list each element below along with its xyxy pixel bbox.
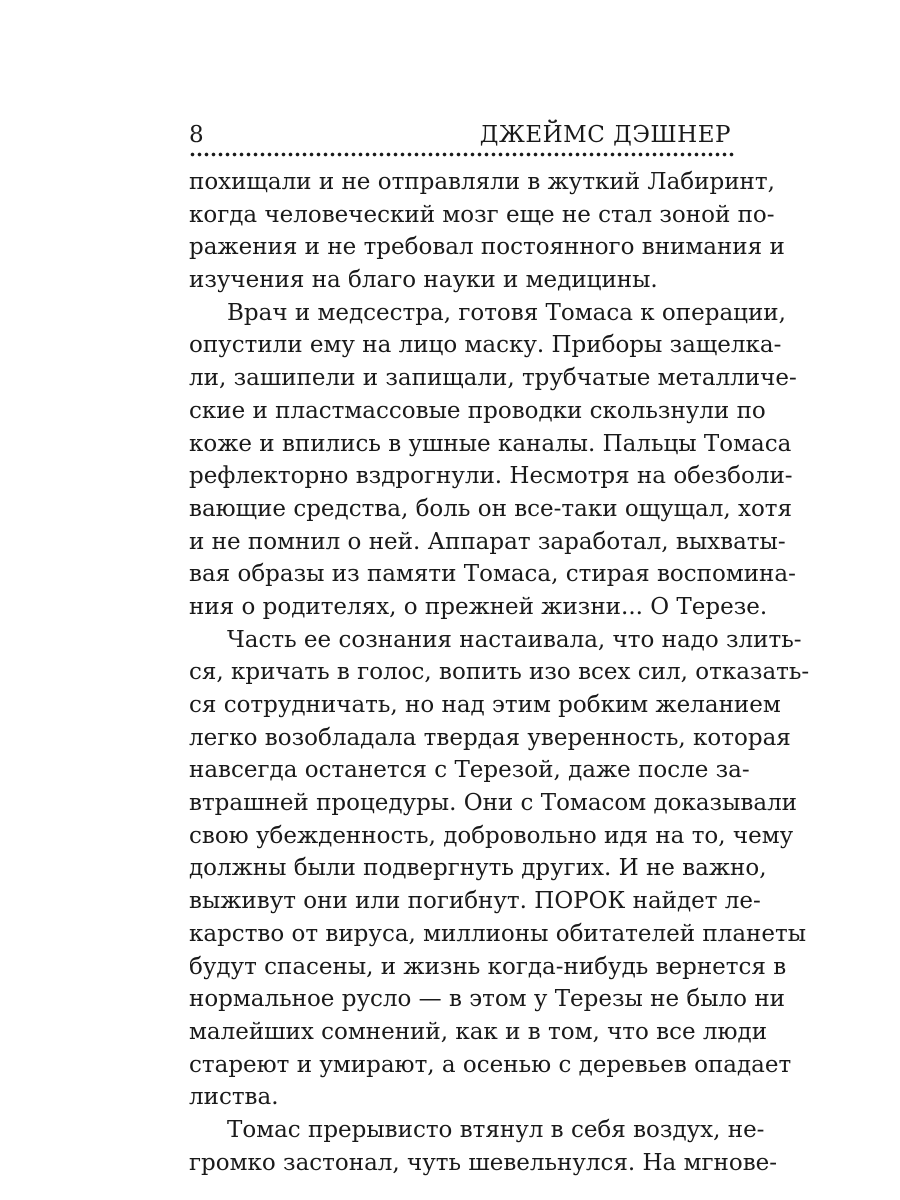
- text-line: громко застонал, чуть шевельнулся. На мгнове-: [189, 1149, 778, 1176]
- text-line: свою убежденность, добровольно идя на то, чему: [189, 822, 794, 849]
- text-line: вающие средства, боль он все-таки ощущал, хотя: [189, 495, 793, 522]
- text-line: изучения на благо науки и медицины.: [189, 267, 658, 294]
- text-line: опустили ему на лицо маску. Приборы защелка-: [189, 332, 782, 359]
- text-line: легко возобладала твердая уверенность, которая: [189, 724, 791, 751]
- text-line: похищали и не отправляли в жуткий Лабиринт,: [189, 169, 775, 195]
- text-line: и не помнил о ней. Аппарат заработал, выхваты-: [189, 528, 786, 555]
- text-line: малейших сомнений, как и в том, что все люди: [189, 1018, 768, 1045]
- text-line: стареют и умирают, а осенью с деревьев опадает: [189, 1051, 792, 1078]
- text-line: втрашней процедуры. Они с Томасом доказывали: [189, 790, 798, 817]
- text-line: ния о родителях, о прежней жизни... О Терезе.: [189, 593, 768, 620]
- text-line: Томас прерывисто втянул в себя воздух, не-: [227, 1116, 765, 1143]
- body-text: [189, 166, 810, 1179]
- text-line: ражения и не требовал постоянного внимания и: [189, 234, 785, 261]
- text-line: ские и пластмассовые проводки скользнули по: [189, 397, 766, 424]
- text-line: должны были подвергнуть других. И не важно,: [189, 855, 767, 882]
- text-line: Врач и медсестра, готовя Томаса к операции,: [227, 299, 786, 326]
- text-line: ся сотрудничать, но над этим робким желанием: [189, 692, 781, 718]
- text-line: Часть ее сознания настаивала, что надо злить-: [227, 626, 802, 653]
- text-line: карство от вируса, миллионы обитателей планеты: [189, 920, 807, 947]
- text-line: рефлекторно вздрогнули. Несмотря на обезболи-: [189, 463, 793, 490]
- text-line: нормальное русло — в этом у Терезы не было ни: [189, 986, 785, 1013]
- text-line: листва.: [189, 1084, 279, 1111]
- text-line: вая образы из памяти Томаса, стирая воспомина-: [189, 561, 796, 588]
- paragraph: [189, 297, 797, 624]
- text-line: коже и впились в ушные каналы. Пальцы Томаса: [189, 430, 792, 457]
- author-name: ДЖЕЙМС ДЭШНЕР: [479, 122, 731, 148]
- dotted-rule: [189, 152, 734, 157]
- text-line: навсегда останется с Терезой, даже после за-: [189, 757, 750, 784]
- text-line: будут спасены, и жизнь когда-нибудь вернется в: [189, 953, 787, 980]
- paragraph: [189, 1114, 778, 1179]
- text-line: ли, зашипели и запищали, трубчатые металличе-: [189, 365, 797, 392]
- running-head: [189, 119, 737, 151]
- paragraph: [189, 166, 785, 297]
- page-number: 8: [189, 122, 204, 148]
- text-line: выживут они или погибнут. ПОРОК найдет ле-: [189, 888, 761, 915]
- paragraph: [189, 624, 810, 1114]
- text-line: когда человеческий мозг еще не стал зоной по-: [189, 201, 775, 228]
- text-line: ся, кричать в голос, вопить изо всех сил, отказать-: [189, 659, 810, 686]
